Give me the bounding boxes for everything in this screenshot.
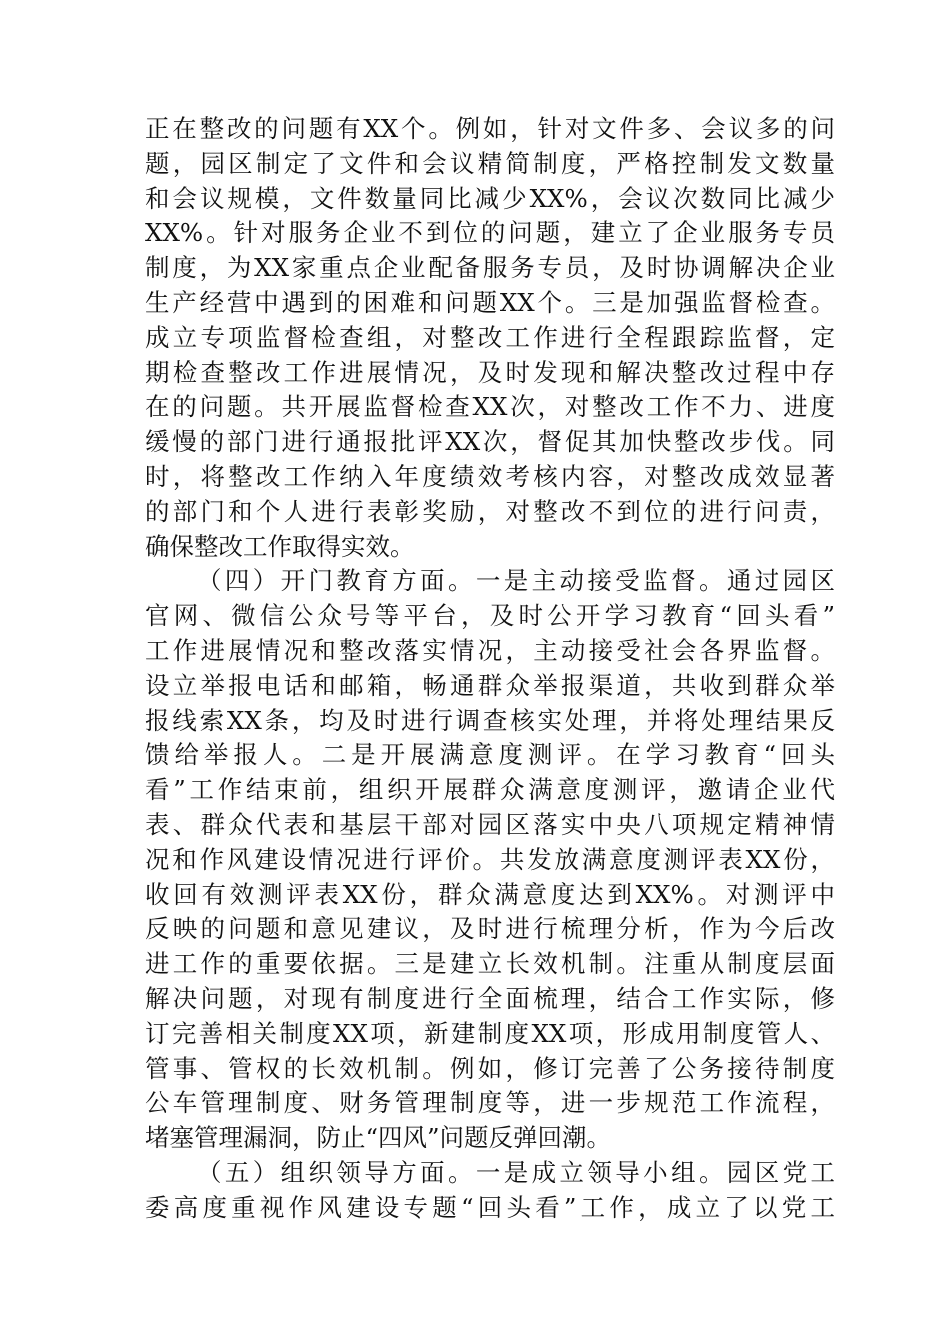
text-line: 订完善相关制度XX项，新建制度XX项，形成用制度管人、 <box>145 1018 835 1048</box>
text-line: 时，将整改工作纳入年度绩效考核内容，对整改成效显著 <box>145 461 835 491</box>
text-line: 收回有效测评表XX份，群众满意度达到XX%。对测评中 <box>145 879 835 909</box>
text-line: 反映的问题和意见建议，及时进行梳理分析，作为今后改 <box>145 914 835 944</box>
text-line: 制度，为XX家重点企业配备服务专员，及时协调解决企业 <box>145 253 835 283</box>
text-line: 官网、微信公众号等平台，及时公开学习教育“回头看” <box>145 601 835 631</box>
document-body <box>145 112 835 1226</box>
text-line: 设立举报电话和邮箱，畅通群众举报渠道，共收到群众举 <box>145 670 835 700</box>
text-line: 看”工作结束前，组织开展群众满意度测评，邀请企业代 <box>145 775 835 805</box>
paragraph-first-line: （四）开门教育方面。一是主动接受监督。通过园区 <box>197 566 835 596</box>
text-line: 期检查整改工作进展情况，及时发现和解决整改过程中存 <box>145 357 835 387</box>
text-line: 确保整改工作取得实效。 <box>145 531 415 561</box>
text-line: 工作进展情况和整改落实情况，主动接受社会各界监督。 <box>145 635 835 665</box>
text-line: 解决问题，对现有制度进行全面梳理，结合工作实际，修 <box>145 983 835 1013</box>
text-line: 缓慢的部门进行通报批评XX次，督促其加快整改步伐。同 <box>145 427 835 457</box>
text-line: 的部门和个人进行表彰奖励，对整改不到位的进行问责， <box>145 496 835 526</box>
text-line: 报线索XX条，均及时进行调查核实处理，并将处理结果反 <box>145 705 835 735</box>
text-line: 正在整改的问题有XX个。例如，针对文件多、会议多的问 <box>145 114 835 143</box>
text-line: 在的问题。共开展监督检查XX次，对整改工作不力、进度 <box>145 392 835 422</box>
text-line: 成立专项监督检查组，对整改工作进行全程跟踪监督，定 <box>145 322 835 352</box>
text-line: 况和作风建设情况进行评价。共发放满意度测评表XX份， <box>145 844 835 874</box>
text-line: 生产经营中遇到的困难和问题XX个。三是加强监督检查。 <box>145 287 835 317</box>
text-line: XX%。针对服务企业不到位的问题，建立了企业服务专员 <box>145 218 835 248</box>
text-line: 委高度重视作风建设专题“回头看”工作，成立了以党工 <box>145 1192 835 1222</box>
text-line: 和会议规模，文件数量同比减少XX%，会议次数同比减少 <box>145 183 835 213</box>
text-line: 公车管理制度、财务管理制度等，进一步规范工作流程， <box>145 1088 835 1118</box>
text-line: 管事、管权的长效机制。例如，修订完善了公务接待制度 <box>145 1053 835 1083</box>
text-line: 表、群众代表和基层干部对园区落实中央八项规定精神情 <box>145 809 835 839</box>
text-line: 馈给举报人。二是开展满意度测评。在学习教育“回头 <box>145 740 835 770</box>
paragraph-first-line: （五）组织领导方面。一是成立领导小组。园区党工 <box>197 1157 835 1187</box>
text-line: 堵塞管理漏洞，防止“四风”问题反弹回潮。 <box>145 1123 612 1153</box>
text-line: 题，园区制定了文件和会议精简制度，严格控制发文数量 <box>145 148 835 178</box>
text-line: 进工作的重要依据。三是建立长效机制。注重从制度层面 <box>145 949 835 979</box>
